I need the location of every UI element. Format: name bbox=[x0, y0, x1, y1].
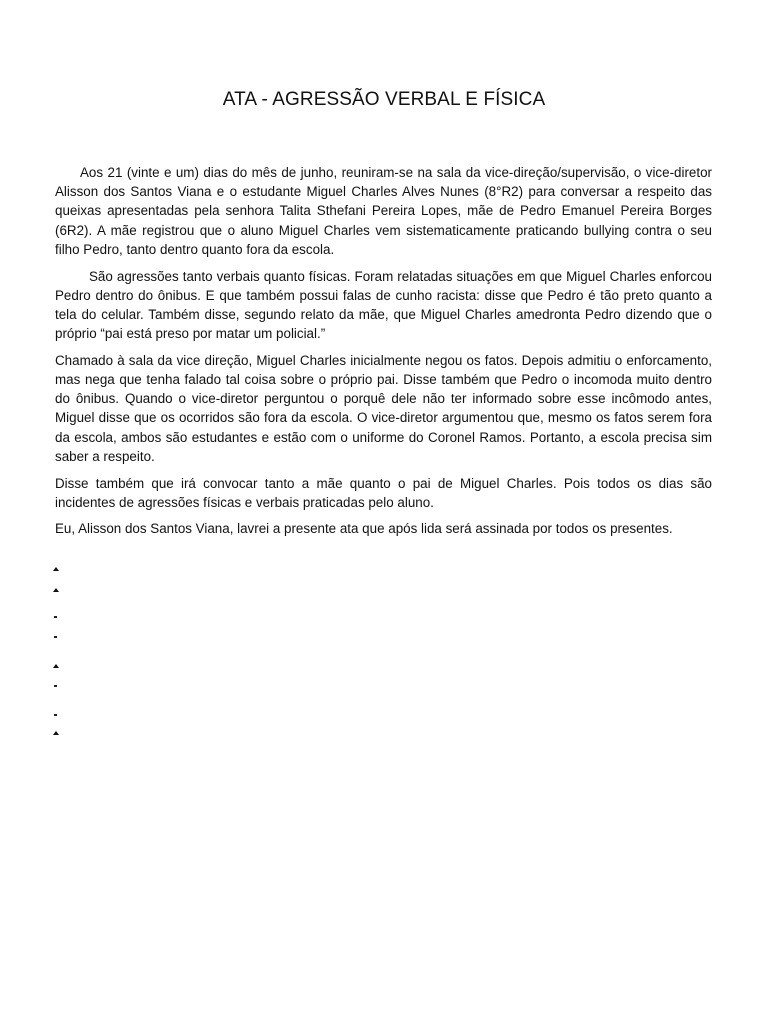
paragraph-meeting-opening: Aos 21 (vinte e um) dias do mês de junho, reuniram-se na sala da vice-direção/supervisão, o vice-diretor Alisson dos Santos Viana e o estudante Miguel Charles Alves Nunes (8°R2) para conversar a respeito das queixas apresentadas pela senhora Talita Sthefani Pereira Lopes, mãe de Pedro Emanuel Pereira Borges (6R2). A mãe registrou que o aluno Miguel Charles vem sistematicamente praticando bullying contra o seu filho Pedro, tanto dentro quanto fora da escola. bbox=[55, 165, 712, 257]
signature-mark bbox=[53, 663, 59, 669]
document-body bbox=[55, 163, 712, 546]
signature-mark bbox=[53, 633, 59, 639]
signature-mark bbox=[53, 682, 59, 688]
paragraph-aggressions: São agressões tanto verbais quanto físicas. Foram relatadas situações em que Miguel Charles enforcou Pedro dentro do ônibus. E que também possui falas de cunho racista: disse que Pedro é tão preto quanto a tela do celular. Também disse, segundo relato da mãe, que Miguel Charles amedronta Pedro dizendo que o próprio “pai está preso por matar um policial.” bbox=[55, 268, 712, 342]
document-title: ATA - AGRESSÃO VERBAL E FÍSICA bbox=[222, 89, 546, 110]
signature-mark bbox=[53, 613, 59, 619]
signature-mark bbox=[53, 587, 59, 593]
paragraph-parents-summons: Disse também que irá convocar tanto a mãe quanto o pai de Miguel Charles. Pois todos os dias são incidentes de agressões físicas e verbais praticadas pelo aluno. bbox=[55, 475, 712, 510]
signature-mark bbox=[53, 730, 59, 736]
signature-mark bbox=[53, 711, 59, 717]
paragraph-student-response: Chamado à sala da vice direção, Miguel Charles inicialmente negou os fatos. Depois admitiu o enforcamento, mas nega que tenha falado tal coisa sobre o próprio pai. Disse também que Pedro o incomoda muito dentro do ônibus. Quando o vice-diretor perguntou o porquê dele não ter informado sobre esse incômodo antes, Miguel disse que os ocorridos são fora da escola. O vice-diretor argumentou que, mesmo os fatos serem fora da escola, ambos são estudantes e estão com o uniforme do Coronel Ramos. Portanto, a escola precisa sim saber a respeito. bbox=[55, 352, 712, 464]
signature-mark bbox=[53, 566, 59, 572]
signature-placeholder-marks bbox=[53, 566, 65, 746]
paragraph-closing-statement: Eu, Alisson dos Santos Viana, lavrei a presente ata que após lida será assinada por todos os presentes. bbox=[55, 521, 673, 537]
